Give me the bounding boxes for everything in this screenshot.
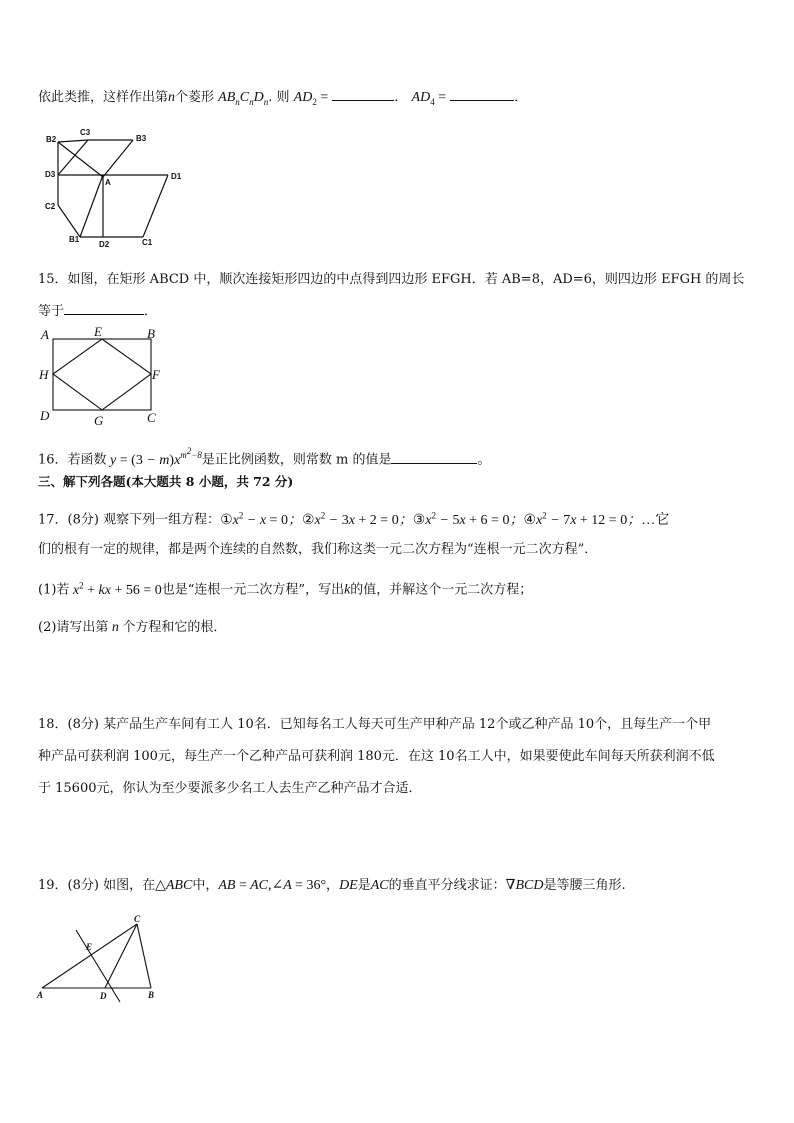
fig15-label: A — [41, 327, 49, 342]
answer-blank-q15[interactable] — [64, 300, 144, 315]
q17-sub1: (1)若 $x^2$ + kx + 56 = 0也是“连根一元二次方程”，写出k的值，并解这个一元二次方程； — [38, 580, 533, 598]
fig15-label: E — [94, 324, 102, 339]
fig14-label: C2 — [45, 202, 56, 211]
rhombus-sequence-figure — [40, 125, 200, 250]
section-title: 三、解下列各题(本大题共 8 小题，共 72 分) — [38, 474, 294, 489]
q15-line-a: 15．如图，在矩形 ABCD 中，顺次连接矩形四边的中点得到四边形 EFGH．若 AB=8，AD=6，则四边形 EFGH 的周长 — [38, 272, 745, 287]
fig14-label: B3 — [136, 134, 147, 143]
q16-line: 16．若函数 $y = (3 - m)x^{m^2-8}$是正比例函数，则常数 m 的值是 。 — [38, 446, 491, 468]
q17-sub2: (2)请写出第 n 个方程和它的根． — [38, 620, 227, 635]
fig14-label: D2 — [99, 240, 110, 249]
fig15-label: B — [147, 326, 155, 341]
fig19-label: D — [100, 991, 107, 1001]
answer-blank-q16[interactable] — [391, 449, 477, 464]
q18-line-c: 于 15600元，你认为至少要派多少名工人去生产乙种产品才合适． — [38, 781, 422, 796]
fig14-label: B2 — [46, 135, 57, 144]
q17-intro: 17．(8分) 观察下列一组方程：$①x^2 - x = 0$；$②x^2 - 3x + 2 = 0$；$③x^2 - 5x + 6 = 0$；$④x^2 - 7x + 12 = 0$；…它 — [38, 510, 670, 528]
fig14-label: C3 — [80, 128, 91, 137]
fig19-label: C — [134, 914, 141, 924]
triangle-abc-figure — [34, 912, 164, 1007]
q18-line-a: 18．(8分) 某产品生产车间有工人 10名．已知每名工人每天可生产甲种产品 12个或乙种产品 10个，且每生产一个甲 — [38, 717, 712, 732]
fig14-label: A — [105, 178, 111, 187]
fig14-label: D1 — [171, 172, 182, 181]
fig19-label: A — [37, 990, 44, 1000]
fig15-label: G — [94, 413, 104, 428]
fig15-label: H — [39, 367, 49, 382]
fig19-label: B — [148, 990, 155, 1000]
fig15-label: F — [152, 367, 160, 382]
fig14-label: C1 — [142, 238, 153, 247]
fig19-label: E — [86, 942, 93, 952]
fig14-label: D3 — [45, 170, 56, 179]
answer-blank-ad2[interactable] — [332, 86, 394, 101]
fig15-label: C — [147, 410, 156, 425]
q14-continuation-line: 依此类推，这样作出第n个菱形 $AB_nC_nD_n$. 则 $AD_2$ = ． $AD_4$ = ． — [38, 86, 527, 112]
q15-line-b: 等于 ． — [38, 300, 157, 322]
answer-blank-ad4[interactable] — [450, 86, 514, 101]
q19-line: 19．(8分) 如图，在△ABC中，AB = AC,∠A = 36°，DE是AC的垂直平分线求证：∇BCD是等腰三角形. — [38, 878, 626, 893]
fig14-label: B1 — [69, 235, 80, 244]
rectangle-efgh-figure — [36, 322, 166, 428]
q17-line-b: 们的根有一定的规律，都是两个连续的自然数，我们称这类一元二次方程为“连根一元二次方程”． — [38, 542, 598, 557]
q18-line-b: 种产品可获利润 100元，每生产一个乙种产品可获利润 180元．在这 10名工人中，如果要使此车间每天所获利润不低 — [38, 749, 715, 764]
fig15-label: D — [40, 408, 50, 423]
